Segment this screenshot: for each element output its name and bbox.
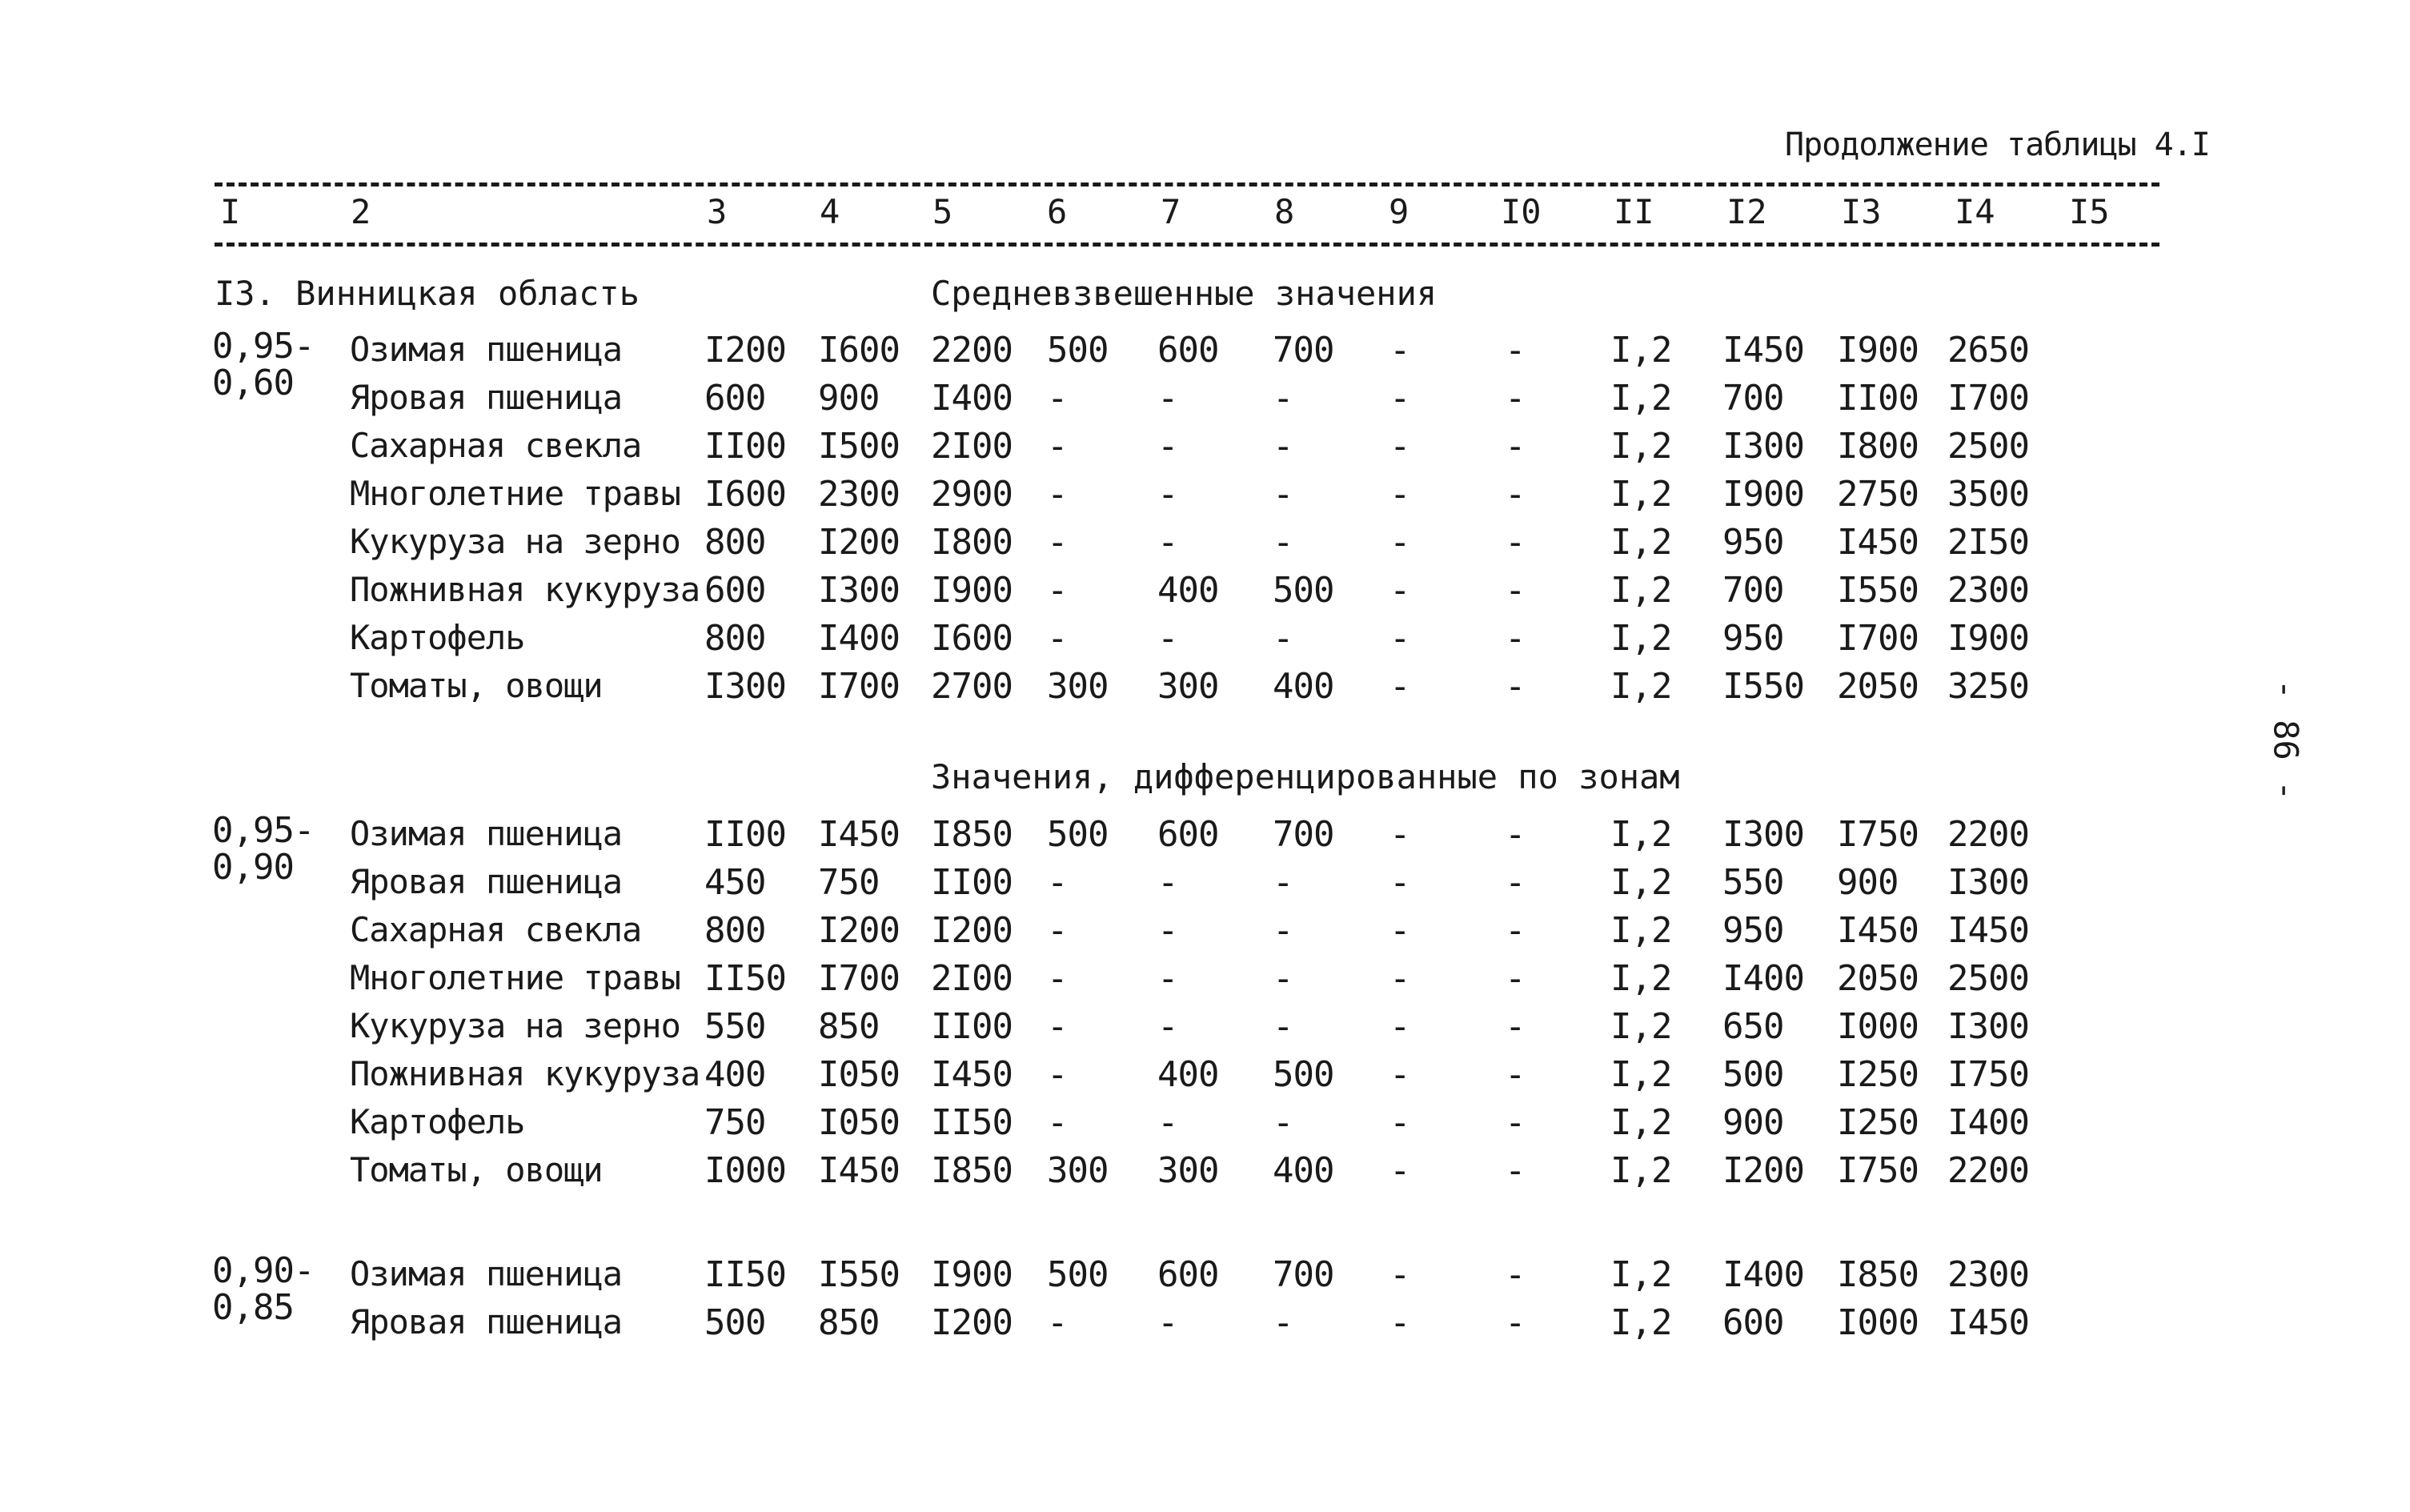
crop-name-cell: Кукуруза на зерно (350, 522, 680, 561)
value-cell-col-9: - (1389, 1302, 1410, 1343)
value-cell-col-14: 2300 (1947, 570, 2029, 611)
value-cell-col-8: 700 (1273, 814, 1334, 855)
value-cell-col-5: I600 (931, 618, 1013, 659)
crop-name-cell: Сахарная свекла (350, 426, 642, 465)
value-cell-col-12: 950 (1722, 618, 1784, 659)
value-cell-col-12: I400 (1722, 1254, 1804, 1295)
value-cell-col-12: I400 (1722, 958, 1804, 999)
value-cell-col-3: I200 (704, 330, 786, 371)
value-cell-col-11: I,2 (1610, 862, 1672, 903)
value-cell-col-7: - (1157, 958, 1178, 999)
column-header-14: I4 (1955, 192, 1995, 231)
value-cell-col-10: - (1505, 570, 1526, 611)
crop-name-cell: Яровая пшеница (350, 862, 623, 901)
value-cell-col-14: I450 (1947, 1302, 2029, 1343)
value-cell-col-4: I450 (818, 814, 900, 855)
value-cell-col-4: I050 (818, 1102, 900, 1143)
column-header-4: 4 (820, 192, 840, 231)
crop-name-cell: Пожнивная кукуруза (350, 1054, 700, 1093)
value-cell-col-8: 700 (1273, 1254, 1334, 1295)
crop-name-cell: Томаты, овощи (350, 666, 603, 705)
value-cell-col-9: - (1389, 426, 1410, 467)
value-cell-col-6: - (1047, 862, 1068, 903)
value-cell-col-5: 2900 (931, 474, 1013, 515)
value-cell-col-9: - (1389, 862, 1410, 903)
value-cell-col-4: I450 (818, 1150, 900, 1191)
value-cell-col-10: - (1505, 330, 1526, 371)
value-cell-col-14: I750 (1947, 1054, 2029, 1095)
value-cell-col-13: 2750 (1837, 474, 1919, 515)
value-cell-col-7: - (1157, 862, 1178, 903)
value-cell-col-12: 900 (1722, 1102, 1784, 1143)
value-cell-col-11: I,2 (1610, 522, 1672, 563)
crop-name-cell: Озимая пшеница (350, 814, 623, 853)
value-cell-col-9: - (1389, 958, 1410, 999)
value-cell-col-5: II50 (931, 1102, 1013, 1143)
table-row (0, 666, 2410, 714)
value-cell-col-14: 2650 (1947, 330, 2029, 371)
crop-name-cell: Яровая пшеница (350, 1302, 623, 1342)
value-cell-col-5: I400 (931, 378, 1013, 419)
value-cell-col-11: I,2 (1610, 618, 1672, 659)
value-cell-col-9: - (1389, 1254, 1410, 1295)
value-cell-col-7: - (1157, 474, 1178, 515)
value-cell-col-8: - (1273, 1102, 1293, 1143)
value-cell-col-7: - (1157, 1302, 1178, 1343)
value-cell-col-9: - (1389, 618, 1410, 659)
value-cell-col-3: 750 (704, 1102, 766, 1143)
table-row (0, 522, 2410, 570)
table-row (0, 326, 2410, 378)
value-cell-col-10: - (1505, 1006, 1526, 1047)
value-cell-col-14: 2200 (1947, 814, 2029, 855)
value-cell-col-3: II50 (704, 1254, 786, 1295)
value-cell-col-12: 550 (1722, 862, 1784, 903)
column-header-row (0, 192, 2410, 237)
table-row (0, 862, 2410, 910)
value-cell-col-13: I000 (1837, 1006, 1919, 1047)
value-cell-col-6: - (1047, 618, 1068, 659)
value-cell-col-13: I250 (1837, 1102, 1919, 1143)
value-cell-col-6: 300 (1047, 1150, 1109, 1191)
value-cell-col-4: I050 (818, 1054, 900, 1095)
value-cell-col-9: - (1389, 378, 1410, 419)
value-cell-col-14: I450 (1947, 910, 2029, 951)
header-bottom-rule (215, 243, 2159, 247)
value-cell-col-9: - (1389, 1102, 1410, 1143)
value-cell-col-13: 2050 (1837, 958, 1919, 999)
value-cell-col-5: II00 (931, 1006, 1013, 1047)
value-cell-col-14: 3500 (1947, 474, 2029, 515)
value-cell-col-14: I900 (1947, 618, 2029, 659)
value-cell-col-3: I600 (704, 474, 786, 515)
table-row (0, 474, 2410, 522)
table-row (0, 1302, 2410, 1350)
value-cell-col-13: I450 (1837, 522, 1919, 563)
column-header-6: 6 (1047, 192, 1068, 231)
value-cell-col-4: I200 (818, 522, 900, 563)
value-cell-col-9: - (1389, 1006, 1410, 1047)
value-cell-col-5: I850 (931, 814, 1013, 855)
value-cell-col-5: I200 (931, 1302, 1013, 1343)
value-cell-col-4: I500 (818, 426, 900, 467)
value-cell-col-7: 300 (1157, 1150, 1219, 1191)
value-cell-col-3: 800 (704, 618, 766, 659)
table-row (0, 1250, 2410, 1302)
value-cell-col-13: 900 (1837, 862, 1899, 903)
value-cell-col-10: - (1505, 1150, 1526, 1191)
value-cell-col-6: - (1047, 958, 1068, 999)
value-cell-col-12: I200 (1722, 1150, 1804, 1191)
value-cell-col-10: - (1505, 814, 1526, 855)
value-cell-col-11: I,2 (1610, 426, 1672, 467)
value-cell-col-3: 600 (704, 570, 766, 611)
value-cell-col-4: I550 (818, 1254, 900, 1295)
column-header-15: I5 (2069, 192, 2110, 231)
value-cell-col-9: - (1389, 474, 1410, 515)
value-cell-col-10: - (1505, 1102, 1526, 1143)
column-header-12: I2 (1726, 192, 1767, 231)
value-cell-col-5: I850 (931, 1150, 1013, 1191)
value-cell-col-3: 500 (704, 1302, 766, 1343)
value-cell-col-14: 2200 (1947, 1150, 2029, 1191)
value-cell-col-7: - (1157, 1006, 1178, 1047)
value-cell-col-12: 600 (1722, 1302, 1784, 1343)
value-cell-col-6: 500 (1047, 1254, 1109, 1295)
coefficient-from: 0,95- (212, 810, 315, 851)
value-cell-col-6: - (1047, 522, 1068, 563)
value-cell-col-7: 600 (1157, 330, 1219, 371)
value-cell-col-7: - (1157, 522, 1178, 563)
value-cell-col-8: - (1273, 1006, 1293, 1047)
value-cell-col-3: II50 (704, 958, 786, 999)
value-cell-col-8: - (1273, 958, 1293, 999)
table-row (0, 1054, 2410, 1102)
value-cell-col-13: I750 (1837, 1150, 1919, 1191)
value-cell-col-11: I,2 (1610, 378, 1672, 419)
table-row (0, 810, 2410, 862)
crop-name-cell: Озимая пшеница (350, 1254, 623, 1293)
value-cell-col-8: 400 (1273, 666, 1334, 707)
value-cell-col-14: 3250 (1947, 666, 2029, 707)
value-cell-col-9: - (1389, 1150, 1410, 1191)
region-title: I3. Винницкая область (215, 274, 640, 313)
value-cell-col-8: - (1273, 1302, 1293, 1343)
value-cell-col-10: - (1505, 426, 1526, 467)
column-header-8: 8 (1274, 192, 1295, 231)
value-cell-col-4: 850 (818, 1006, 880, 1047)
value-cell-col-6: - (1047, 1054, 1068, 1095)
value-cell-col-11: I,2 (1610, 814, 1672, 855)
table-row (0, 1102, 2410, 1150)
value-cell-col-9: - (1389, 666, 1410, 707)
value-cell-col-8: - (1273, 862, 1293, 903)
value-cell-col-13: I900 (1837, 330, 1919, 371)
value-cell-col-14: 2500 (1947, 958, 2029, 999)
value-cell-col-6: - (1047, 378, 1068, 419)
value-cell-col-12: 650 (1722, 1006, 1784, 1047)
value-cell-col-12: 950 (1722, 910, 1784, 951)
value-cell-col-13: 2050 (1837, 666, 1919, 707)
value-cell-col-8: 400 (1273, 1150, 1334, 1191)
table-row (0, 958, 2410, 1006)
value-cell-col-8: 700 (1273, 330, 1334, 371)
value-cell-col-14: I300 (1947, 1006, 2029, 1047)
value-cell-col-11: I,2 (1610, 330, 1672, 371)
value-cell-col-13: I700 (1837, 618, 1919, 659)
value-cell-col-4: I700 (818, 666, 900, 707)
value-cell-col-10: - (1505, 522, 1526, 563)
table-row (0, 910, 2410, 958)
value-cell-col-3: II00 (704, 426, 786, 467)
value-cell-col-13: I000 (1837, 1302, 1919, 1343)
value-cell-col-12: 950 (1722, 522, 1784, 563)
value-cell-col-4: 2300 (818, 474, 900, 515)
value-cell-col-7: - (1157, 1102, 1178, 1143)
value-cell-col-11: I,2 (1610, 1054, 1672, 1095)
value-cell-col-7: - (1157, 426, 1178, 467)
value-cell-col-13: I850 (1837, 1254, 1919, 1295)
value-cell-col-8: - (1273, 910, 1293, 951)
table-row (0, 1006, 2410, 1054)
column-header-9: 9 (1389, 192, 1410, 231)
value-cell-col-12: 700 (1722, 378, 1784, 419)
value-cell-col-6: - (1047, 426, 1068, 467)
value-cell-col-7: - (1157, 378, 1178, 419)
crop-name-cell: Яровая пшеница (350, 378, 623, 417)
value-cell-col-14: I700 (1947, 378, 2029, 419)
value-cell-col-9: - (1389, 814, 1410, 855)
column-header-1: I (220, 192, 241, 231)
value-cell-col-10: - (1505, 1054, 1526, 1095)
value-cell-col-3: I300 (704, 666, 786, 707)
value-cell-col-11: I,2 (1610, 1150, 1672, 1191)
crop-name-cell: Многолетние травы (350, 958, 680, 997)
value-cell-col-11: I,2 (1610, 910, 1672, 951)
value-cell-col-8: 500 (1273, 570, 1334, 611)
value-cell-col-3: 600 (704, 378, 766, 419)
value-cell-col-11: I,2 (1610, 1006, 1672, 1047)
column-header-13: I3 (1841, 192, 1882, 231)
value-cell-col-5: I800 (931, 522, 1013, 563)
header-top-rule (215, 182, 2159, 186)
value-cell-col-10: - (1505, 958, 1526, 999)
value-cell-col-7: 300 (1157, 666, 1219, 707)
value-cell-col-5: I200 (931, 910, 1013, 951)
column-header-3: 3 (707, 192, 728, 231)
value-cell-col-14: I400 (1947, 1102, 2029, 1143)
column-header-10: I0 (1501, 192, 1542, 231)
value-cell-col-12: 500 (1722, 1054, 1784, 1095)
value-cell-col-4: 850 (818, 1302, 880, 1343)
value-cell-col-9: - (1389, 570, 1410, 611)
value-cell-col-5: I900 (931, 1254, 1013, 1295)
value-cell-col-5: I450 (931, 1054, 1013, 1095)
value-cell-col-4: 750 (818, 862, 880, 903)
value-cell-col-6: - (1047, 1102, 1068, 1143)
value-cell-col-7: 600 (1157, 1254, 1219, 1295)
coefficient-to: 0,85 (212, 1287, 294, 1328)
column-header-7: 7 (1161, 192, 1181, 231)
table-row (0, 378, 2410, 426)
value-cell-col-9: - (1389, 522, 1410, 563)
crop-name-cell: Пожнивная кукуруза (350, 570, 700, 609)
table-caption: Продолжение таблицы 4.I (1785, 126, 2210, 163)
value-cell-col-9: - (1389, 330, 1410, 371)
value-cell-col-8: - (1273, 474, 1293, 515)
value-cell-col-8: 500 (1273, 1054, 1334, 1095)
value-cell-col-4: I400 (818, 618, 900, 659)
value-cell-col-14: 2500 (1947, 426, 2029, 467)
value-cell-col-8: - (1273, 618, 1293, 659)
value-cell-col-6: 500 (1047, 330, 1109, 371)
column-header-5: 5 (932, 192, 953, 231)
value-cell-col-5: 2I00 (931, 426, 1013, 467)
value-cell-col-13: I550 (1837, 570, 1919, 611)
value-cell-col-3: 550 (704, 1006, 766, 1047)
column-header-11: II (1614, 192, 1654, 231)
value-cell-col-12: I900 (1722, 474, 1804, 515)
value-cell-col-6: - (1047, 1302, 1068, 1343)
value-cell-col-5: 2200 (931, 330, 1013, 371)
value-cell-col-3: 800 (704, 910, 766, 951)
value-cell-col-11: I,2 (1610, 474, 1672, 515)
value-cell-col-3: I000 (704, 1150, 786, 1191)
value-cell-col-11: I,2 (1610, 666, 1672, 707)
value-cell-col-6: - (1047, 910, 1068, 951)
value-cell-col-6: - (1047, 1006, 1068, 1047)
value-cell-col-4: 900 (818, 378, 880, 419)
coefficient-to: 0,90 (212, 847, 294, 888)
value-cell-col-5: II00 (931, 862, 1013, 903)
value-cell-col-8: - (1273, 522, 1293, 563)
value-cell-col-13: II00 (1837, 378, 1919, 419)
value-cell-col-6: 500 (1047, 814, 1109, 855)
crop-name-cell: Кукуруза на зерно (350, 1006, 680, 1045)
coefficient-to: 0,60 (212, 363, 294, 403)
value-cell-col-3: 450 (704, 862, 766, 903)
value-cell-col-14: 2I50 (1947, 522, 2029, 563)
value-cell-col-12: 700 (1722, 570, 1784, 611)
crop-name-cell: Картофель (350, 1102, 525, 1141)
value-cell-col-5: 2700 (931, 666, 1013, 707)
value-cell-col-5: I900 (931, 570, 1013, 611)
value-cell-col-4: I200 (818, 910, 900, 951)
value-cell-col-10: - (1505, 618, 1526, 659)
value-cell-col-10: - (1505, 862, 1526, 903)
value-cell-col-11: I,2 (1610, 958, 1672, 999)
value-cell-col-8: - (1273, 378, 1293, 419)
value-cell-col-10: - (1505, 910, 1526, 951)
value-cell-col-3: 400 (704, 1054, 766, 1095)
crop-name-cell: Озимая пшеница (350, 330, 623, 369)
page-number: - 86 - (2266, 679, 2306, 801)
column-header-2: 2 (351, 192, 371, 231)
value-cell-col-7: 600 (1157, 814, 1219, 855)
value-cell-col-4: I600 (818, 330, 900, 371)
crop-name-cell: Картофель (350, 618, 525, 657)
table-row (0, 618, 2410, 666)
value-cell-col-14: 2300 (1947, 1254, 2029, 1295)
value-cell-col-6: - (1047, 570, 1068, 611)
value-cell-col-3: 800 (704, 522, 766, 563)
value-cell-col-12: I550 (1722, 666, 1804, 707)
value-cell-col-7: - (1157, 618, 1178, 659)
section-title: Значения, дифференцированные по зонам (931, 757, 1680, 796)
value-cell-col-10: - (1505, 474, 1526, 515)
value-cell-col-10: - (1505, 378, 1526, 419)
value-cell-col-14: I300 (1947, 862, 2029, 903)
value-cell-col-11: I,2 (1610, 1302, 1672, 1343)
section-title: Средневзвешенные значения (931, 274, 1438, 313)
coefficient-from: 0,90- (212, 1250, 315, 1291)
value-cell-col-12: I300 (1722, 814, 1804, 855)
table-row (0, 570, 2410, 618)
value-cell-col-13: I250 (1837, 1054, 1919, 1095)
crop-name-cell: Многолетние травы (350, 474, 680, 513)
value-cell-col-10: - (1505, 666, 1526, 707)
value-cell-col-9: - (1389, 1054, 1410, 1095)
value-cell-col-13: I750 (1837, 814, 1919, 855)
value-cell-col-4: I700 (818, 958, 900, 999)
table-row (0, 426, 2410, 474)
value-cell-col-9: - (1389, 910, 1410, 951)
value-cell-col-10: - (1505, 1302, 1526, 1343)
value-cell-col-5: 2I00 (931, 958, 1013, 999)
value-cell-col-7: 400 (1157, 570, 1219, 611)
value-cell-col-8: - (1273, 426, 1293, 467)
value-cell-col-13: I450 (1837, 910, 1919, 951)
coefficient-from: 0,95- (212, 326, 315, 367)
value-cell-col-3: II00 (704, 814, 786, 855)
value-cell-col-11: I,2 (1610, 1102, 1672, 1143)
crop-name-cell: Сахарная свекла (350, 910, 642, 949)
value-cell-col-7: 400 (1157, 1054, 1219, 1095)
value-cell-col-12: I300 (1722, 426, 1804, 467)
crop-name-cell: Томаты, овощи (350, 1150, 603, 1189)
value-cell-col-7: - (1157, 910, 1178, 951)
value-cell-col-6: - (1047, 474, 1068, 515)
value-cell-col-13: I800 (1837, 426, 1919, 467)
value-cell-col-11: I,2 (1610, 1254, 1672, 1295)
value-cell-col-12: I450 (1722, 330, 1804, 371)
value-cell-col-10: - (1505, 1254, 1526, 1295)
value-cell-col-4: I300 (818, 570, 900, 611)
table-row (0, 1150, 2410, 1198)
value-cell-col-6: 300 (1047, 666, 1109, 707)
value-cell-col-11: I,2 (1610, 570, 1672, 611)
